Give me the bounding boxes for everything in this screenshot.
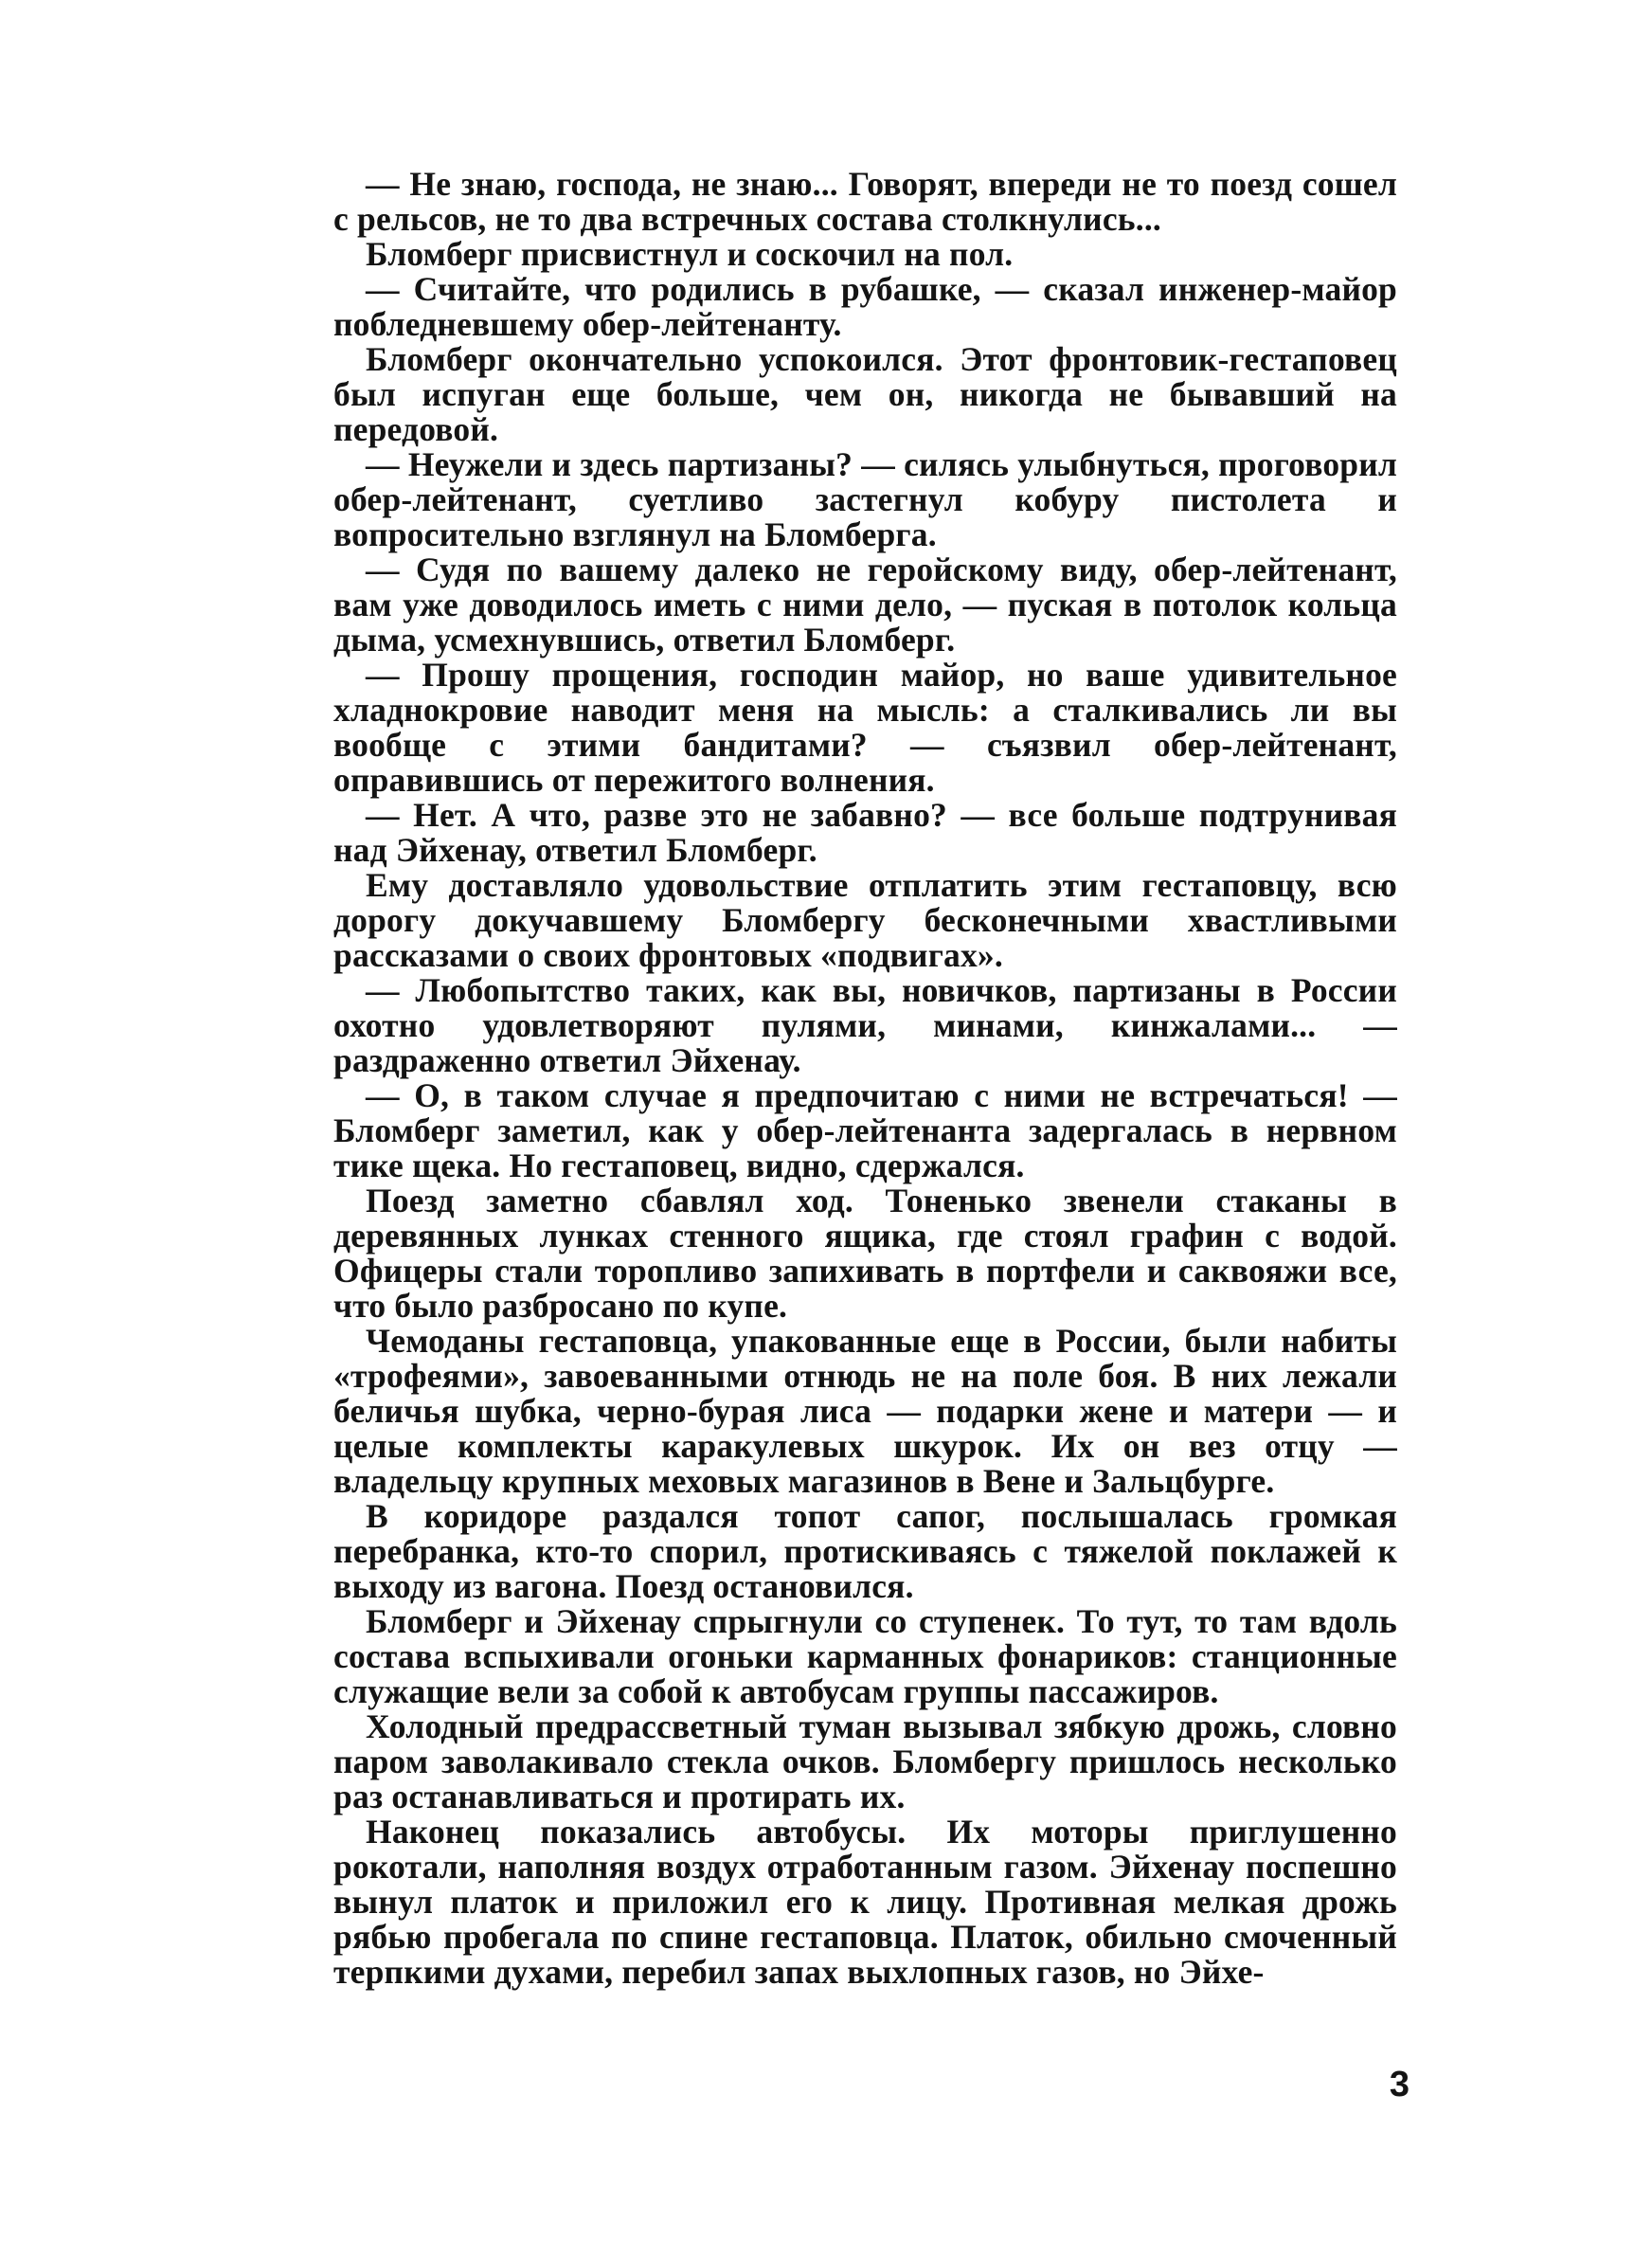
paragraph-5: — Неужели и здесь партизаны? — силясь улыбнуться, проговорил обер-лейтенант, суетливо застегнул кобуру пистолета и вопросительно взглянул на Бломберга. bbox=[333, 445, 1397, 553]
paragraph-16: Холодный предрассветный туман вызывал зябкую дрожь, словно паром заволакивало стекла очков. Бломбергу пришлось несколько раз останавливаться и протирать их. bbox=[333, 1707, 1397, 1815]
paragraph-9: Ему доставляло удовольствие отплатить этим гестаповцу, всю дорогу докучавшему Бломбергу бесконечными хвастливыми рассказами о своих фронтовых «подвигах». bbox=[333, 866, 1397, 974]
paragraph-6: — Судя по вашему далеко не геройскому виду, обер-лейтенант, вам уже доводилось иметь с ними дело, — пуская в потолок кольца дыма, усмехнувшись, ответил Бломберг. bbox=[333, 551, 1397, 659]
paragraph-10: — Любопытство таких, как вы, новичков, партизаны в России охотно удовлетворяют пулями, минами, кинжалами... — раздраженно ответил Эйхенау. bbox=[333, 971, 1397, 1079]
paragraph-11: — О, в таком случае я предпочитаю с ними не встречаться! — Бломберг заметил, как у обер-лейтенанта задергалась в нервном тике щека. Но гестаповец, видно, сдержался. bbox=[333, 1076, 1397, 1184]
paragraph-3: — Считайте, что родились в рубашке, — сказал инженер-майор побледневшему обер-лейтенанту. bbox=[333, 270, 1397, 343]
paragraph-7: — Прошу прощения, господин майор, но ваше удивительное хладнокровие наводит меня на мысль: а сталкивались ли вы вообще с этими бандитами? — съязвил обер-лейтенант, оправившись от пережитого волнения. bbox=[333, 656, 1397, 799]
paragraph-8: — Нет. А что, разве это не забавно? — все больше подтрунивая над Эйхенау, ответил Бломберг. bbox=[333, 796, 1397, 869]
paragraph-14: В коридоре раздался топот сапог, послышалась громкая перебранка, кто-то спорил, протискиваясь с тяжелой поклажей к выходу из вагона. Поезд остановился. bbox=[333, 1497, 1397, 1605]
paragraph-1: — Не знаю, господа, не знаю... Говорят, впереди не то поезд сошел с рельсов, не то два встречных состава столкнулись... bbox=[333, 165, 1397, 238]
paragraph-12: Поезд заметно сбавлял ход. Тоненько звенели стаканы в деревянных лунках стенного ящика, где стоял графин с водой. Офицеры стали торопливо запихивать в портфели и саквояжи все, что было разбросано по купе. bbox=[333, 1182, 1397, 1325]
body-text bbox=[333, 167, 1397, 1990]
page-number: 3 bbox=[1389, 2065, 1410, 2104]
paragraph-17: Наконец показались автобусы. Их моторы приглушенно рокотали, наполняя воздух отработанным газом. Эйхенау поспешно вынул платок и приложил его к лицу. Противная мелкая дрожь рябью пробегала по спине гестаповца. Платок, обильно смоченный терпкими духами, перебил запах выхлопных газов, но Эйхе- bbox=[333, 1813, 1397, 1991]
paragraph-2: Бломберг присвистнул и соскочил на пол. bbox=[366, 235, 1014, 273]
paragraph-13: Чемоданы гестаповца, упакованные еще в России, были набиты «трофеями», завоеванными отнюдь не на поле боя. В них лежали беличья шубка, черно-бурая лиса — подарки жене и матери — и целые комплекты каракулевых шкурок. Их он вез отцу — владельцу крупных меховых магазинов в Вене и Зальцбурге. bbox=[333, 1322, 1397, 1500]
paragraph-15: Бломберг и Эйхенау спрыгнули со ступенек. То тут, то там вдоль состава вспыхивали огоньки карманных фонариков: станционные служащие вели за собой к автобусам группы пассажиров. bbox=[333, 1602, 1397, 1710]
paragraph-4: Бломберг окончательно успокоился. Этот фронтовик-гестаповец был испуган еще больше, чем он, никогда не бывавший на передовой. bbox=[333, 340, 1397, 448]
